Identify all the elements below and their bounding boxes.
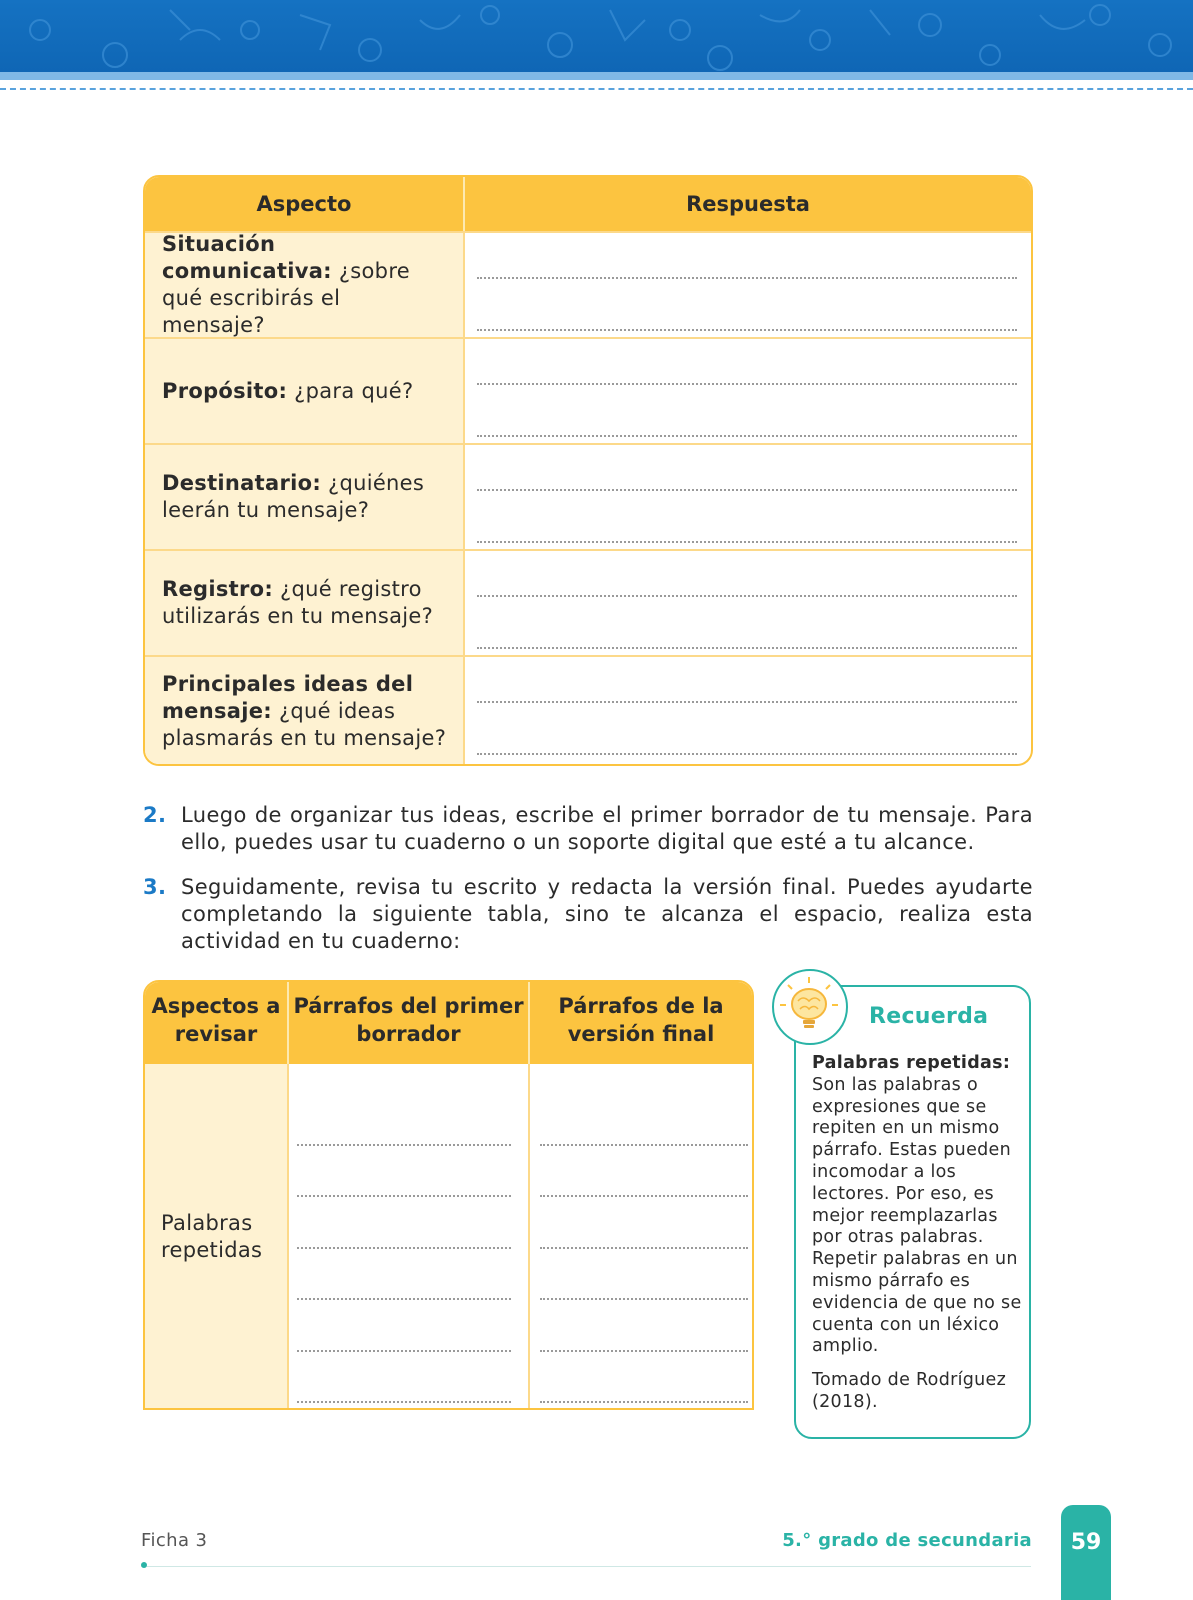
header-aspecto: Aspecto	[256, 192, 352, 216]
aspects-table	[143, 175, 1033, 766]
step-3	[143, 874, 1033, 955]
answer-line[interactable]	[477, 595, 1017, 597]
answer-line[interactable]	[477, 329, 1017, 331]
row-label: Destinatario: ¿quiénes leerán tu mensaje?	[145, 445, 463, 549]
answer-line[interactable]	[297, 1195, 511, 1197]
header-respuesta: Respuesta	[686, 192, 810, 216]
page-number: 59	[1070, 1530, 1102, 1555]
answer-line[interactable]	[540, 1195, 748, 1197]
header-band	[0, 0, 1193, 72]
header-stripe	[0, 72, 1193, 80]
answer-line[interactable]	[477, 753, 1017, 755]
header-aspectos-revisar: Aspectos a revisar	[151, 994, 281, 1046]
answer-line[interactable]	[297, 1247, 511, 1249]
step-text: Seguidamente, revisa tu escrito y redacta la versión final. Puedes ayudarte completando la siguiente tabla, sino te alcanza el espacio, realiza esta actividad en tu cuaderno:	[181, 875, 1033, 953]
answer-line[interactable]	[297, 1350, 511, 1352]
step-number: 2.	[143, 803, 167, 827]
answer-line[interactable]	[540, 1401, 748, 1403]
aspects-table-header	[145, 177, 1031, 231]
answer-line[interactable]	[540, 1247, 748, 1249]
footer-dot	[141, 1562, 147, 1568]
revision-table-header	[145, 982, 752, 1064]
footer-rule	[141, 1566, 1031, 1567]
answer-line[interactable]	[477, 277, 1017, 279]
step-2	[143, 802, 1033, 856]
revision-table	[143, 980, 754, 1410]
answer-line[interactable]	[540, 1298, 748, 1300]
table-row	[145, 231, 1031, 337]
answer-line[interactable]	[477, 435, 1017, 437]
recuerda-definition: Son las palabras o expresiones que se repiten en un mismo párrafo. Estas pueden incomodar a los lectores. Por eso, es mejor reemplazarlas por otras palabras. Repetir palabras en un mismo párrafo es evidencia de que no se cuenta con un léxico amplio.	[812, 1074, 1022, 1357]
table-row	[145, 337, 1031, 443]
lightbulb-brain-icon	[772, 969, 848, 1045]
answer-line[interactable]	[540, 1350, 748, 1352]
row-label: Principales ideas del mensaje: ¿qué ideas plasmarás en tu mensaje?	[145, 657, 463, 766]
recuerda-source: Tomado de Rodríguez (2018).	[812, 1370, 1007, 1412]
answer-line[interactable]	[477, 383, 1017, 385]
table-row	[145, 549, 1031, 655]
recuerda-title: Recuerda	[869, 1004, 989, 1029]
recuerda-content	[812, 1053, 1022, 1414]
table-row	[145, 443, 1031, 549]
answer-line[interactable]	[297, 1144, 511, 1146]
table-row	[145, 655, 1031, 766]
answer-line[interactable]	[297, 1298, 511, 1300]
header-dashed-line	[0, 88, 1193, 90]
answer-line[interactable]	[477, 647, 1017, 649]
answer-line[interactable]	[540, 1144, 748, 1146]
answer-line[interactable]	[297, 1401, 511, 1403]
answer-line[interactable]	[477, 701, 1017, 703]
row-label: Registro: ¿qué registro utilizarás en tu mensaje?	[145, 551, 463, 655]
footer-ficha: Ficha 3	[141, 1530, 208, 1551]
header-primer-borrador: Párrafos del primer borrador	[293, 994, 524, 1046]
row-label: Propósito: ¿para qué?	[145, 339, 463, 443]
header-pattern	[0, 0, 1193, 72]
row-label-palabras-repetidas: Palabras repetidas	[145, 1064, 287, 1410]
step-text: Luego de organizar tus ideas, escribe el primer borrador de tu mensaje. Para ello, puedes usar tu cuaderno o un soporte digital que esté a tu alcance.	[181, 803, 1033, 854]
step-number: 3.	[143, 875, 167, 899]
header-version-final: Párrafos de la versión final	[558, 994, 724, 1046]
answer-line[interactable]	[477, 489, 1017, 491]
row-label: Situación comunicativa: ¿sobre qué escribirás el mensaje?	[145, 233, 463, 337]
recuerda-term: Palabras repetidas:	[812, 1053, 1011, 1073]
footer-grade: 5.° grado de secundaria	[782, 1530, 1032, 1551]
answer-line[interactable]	[477, 541, 1017, 543]
